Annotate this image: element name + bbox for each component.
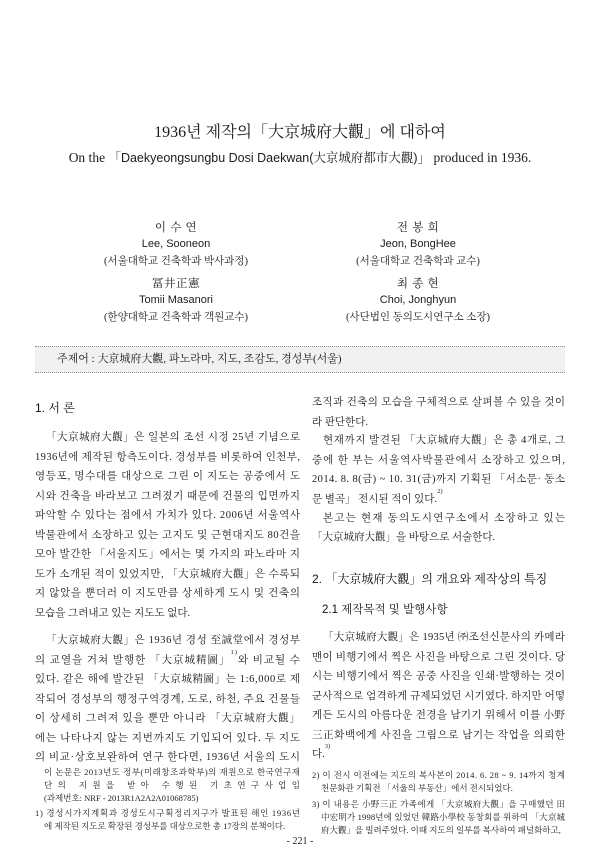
footnote — [35, 766, 306, 805]
author-block — [298, 220, 538, 272]
text-line: 박물관에서 소장하고 있는 고지도 및 근현대지도 80건을 — [35, 529, 301, 541]
author-name-english: Tomii Masanori — [139, 294, 213, 306]
text-line: 군사적으로 엄격하게 규제되었던 시기였다. 하지만 어떻 — [312, 690, 566, 702]
text-line: 三正화백에게 사진을 그림으로 남기는 작업을 의뢰한 — [312, 729, 566, 741]
author-affiliation: (서울대학교 건축학과 박사과정) — [103, 256, 249, 267]
footnote-line: 中宏明가 1998년에 있었던 韓路小學校 동창회를 위하여 「大京城 — [321, 812, 566, 822]
text-line: 게든 도시의 아름다운 전경을 남기기 위해서 이를 小野 — [312, 710, 566, 722]
text-line: 「大京城府大觀」을 바탕으로 서술한다. — [312, 532, 496, 544]
text-line: 작되어 경성부의 행정구역경계, 도로, 하천, 주요 건물들 — [35, 693, 301, 705]
footnote-line: 3) 이 내용은 小野三正 가족에게 「大京城府大觀」을 구매했던 田 — [312, 799, 566, 809]
text-line: 파악할 수 있다는 점에서 가치가 있다. 2006년 서울역사 — [35, 510, 301, 522]
keywords-list: 大京城府大觀, 파노라마, 지도, 조감도, 경성부(서울) — [97, 353, 342, 365]
text-line: 중에 한 부는 서울역사박물관에서 소장하고 있으며, — [312, 454, 566, 466]
author-name-korean: 冨井正憲 — [152, 278, 200, 290]
footnote-line: 에 제작된 지도로 확장된 경성부를 대상으로한 총 17장의 분책이다. — [44, 821, 286, 831]
paragraph — [312, 431, 565, 509]
footnote-line: 이 논문은 2013년도 정부(미래창조과학부)의 재원으로 한국연구재 — [44, 767, 301, 777]
subsection-heading: 2.1 제작목적 및 발행사항 — [322, 604, 448, 616]
text-line: 의 교열을 거쳐 발행한 「大京城精圖」$^{1)}$와 비교될 수 — [35, 648, 301, 666]
text-line: 에는 나타나지 않는 지번까지도 기입되어 있다. 두 지도 — [35, 732, 301, 744]
footnote-line: (과제번호: NRF - 2013R1A2A2A01068785) — [44, 793, 199, 803]
text-line: 영등포, 명수대를 대상으로 그린 이 지도는 공중에서 도 — [35, 471, 301, 483]
author-name-korean: 이 수 연 — [154, 222, 198, 234]
page-number: - 221 - — [286, 836, 314, 847]
subtitle-prefix: On the — [68, 150, 106, 165]
text-line: 라 판단한다. — [312, 416, 368, 428]
subtitle-suffix: produced in 1936. — [433, 150, 532, 165]
footnote-line: 천문화관 기획전 「서울의 부동산」에서 전시되었다. — [321, 783, 513, 793]
text-line: 이 상세히 그려져 있을 뿐만 아니라 「大京城府大觀」 — [35, 713, 301, 725]
paragraph — [35, 631, 300, 768]
text-line: 도가 소개된 적이 있었지만, 「大京城府大觀」은 수록되 — [35, 568, 301, 580]
paper-title — [0, 123, 600, 143]
author-block — [56, 276, 296, 328]
text-line: 「大京城府大觀」은 1935년 ㈜조선신문사의 카메라 — [323, 632, 566, 643]
text-line: 모아 발간한 「서울지도」에서는 몇 가지의 파노라마 지 — [35, 549, 301, 561]
text-line: 다.$^{3)}$ — [312, 743, 331, 761]
text-line: 시는 비행기에서 찍은 공중 사진을 인쇄·발행하는 것이 — [312, 671, 566, 683]
author-affiliation: (한양대학교 건축학과 객원교수) — [103, 312, 249, 323]
paper-subtitle-text — [69, 149, 532, 167]
paragraph — [312, 509, 565, 548]
footnote-marker: 1) — [230, 648, 238, 656]
paragraph — [35, 428, 300, 623]
text-line: 지 않았을 뿐더러 이 지도만큼 상세하게 도시 및 건축의 — [35, 588, 301, 600]
subtitle-work-name: 「Daekyeongsungbu Dosi Daekwan(大京城府都市大觀)」 — [108, 151, 431, 165]
author-affiliation: (서울대학교 건축학과 교수) — [356, 256, 480, 267]
text-line: 조직과 건축의 모습을 구체적으로 살펴볼 수 있을 것이 — [312, 397, 566, 408]
footnote-line: 府大觀」을 빌려주었다. 이때 지도의 일부를 복사하여 패널화하고, — [321, 825, 561, 835]
footnote — [312, 798, 565, 837]
paper-subtitle — [0, 149, 600, 167]
footnote-line: 1) 경성시가지계획과 경성도시구획정리지구가 발표된 해인 1936년 — [35, 808, 301, 818]
author-block — [298, 276, 538, 328]
text-line: 문 별곡」 전시된 적이 있다.$^{2)}$ — [312, 487, 443, 505]
author-block — [56, 220, 296, 272]
text-line: 있다. 같은 해에 발간된 「大京城精圖」는 1:6,000로 제 — [35, 674, 301, 686]
text-line: 현재까지 발견된 「大京城府大觀」은 총 4개로, 그 — [323, 435, 566, 446]
text-line: 본고는 현재 동의도시연구소에서 소장하고 있는 — [323, 512, 567, 524]
paragraph — [312, 393, 565, 432]
section-heading: 2. 「大京城府大觀」의 개요와 제작상의 특징 — [312, 572, 548, 586]
keywords-box — [35, 346, 565, 373]
footnote — [312, 769, 565, 795]
text-line: 「大京城府大觀」은 1936년 경성 至誠堂에서 경성부 — [46, 635, 301, 646]
author-name-korean: 전 봉 희 — [396, 222, 440, 234]
author-name-english: Lee, Sooneon — [141, 238, 211, 250]
text-line: 모습을 그려내고 있는 지도도 없다. — [35, 607, 191, 619]
footnote-marker: 3) — [324, 743, 331, 751]
section-heading: 1. 서 론 — [35, 401, 75, 415]
footnote-line: 2) 이 전시 이전에는 지도의 복사본이 2014. 6. 28 ~ 9. 14까지 청계 — [312, 770, 566, 780]
paragraph — [312, 628, 565, 765]
text-line: 시와 건축을 바라보고 그려졌기 때문에 건물의 입면까지 — [35, 490, 301, 502]
keywords-label: 주제어 : — [57, 353, 95, 365]
text-line: 의 비교·상호보완하여 연구 한다면, 1936년 서울의 도시 — [35, 752, 301, 764]
text-line: 「大京城府大觀」은 일본의 조선 시정 25년 기념으로 — [46, 432, 301, 443]
author-name-english: Jeon, BongHee — [380, 238, 456, 250]
author-name-korean: 최 종 현 — [396, 278, 440, 290]
paper-title-text: 1936년 제작의「大京城府大觀」에 대하여 — [154, 124, 446, 141]
footnote-line: 단의 지원을 받아 수행된 기초연구사업임 — [44, 780, 306, 790]
author-name-english: Choi, Jonghyun — [379, 294, 457, 306]
text-line: 1936년에 제작된 항측도이다. 경성부를 비롯하여 인천부, — [35, 451, 301, 463]
text-line: 2014. 8. 8(금) ~ 10. 31(금)까지 기획된 「서소문· 동소 — [312, 474, 566, 486]
footnote-marker: 2) — [437, 487, 443, 495]
text-line: 맨이 비행기에서 찍은 사진을 바탕으로 그린 것이다. 당 — [312, 651, 566, 663]
footnote — [35, 807, 300, 833]
author-affiliation: (사단법인 동의도시연구소 소장) — [345, 312, 491, 323]
